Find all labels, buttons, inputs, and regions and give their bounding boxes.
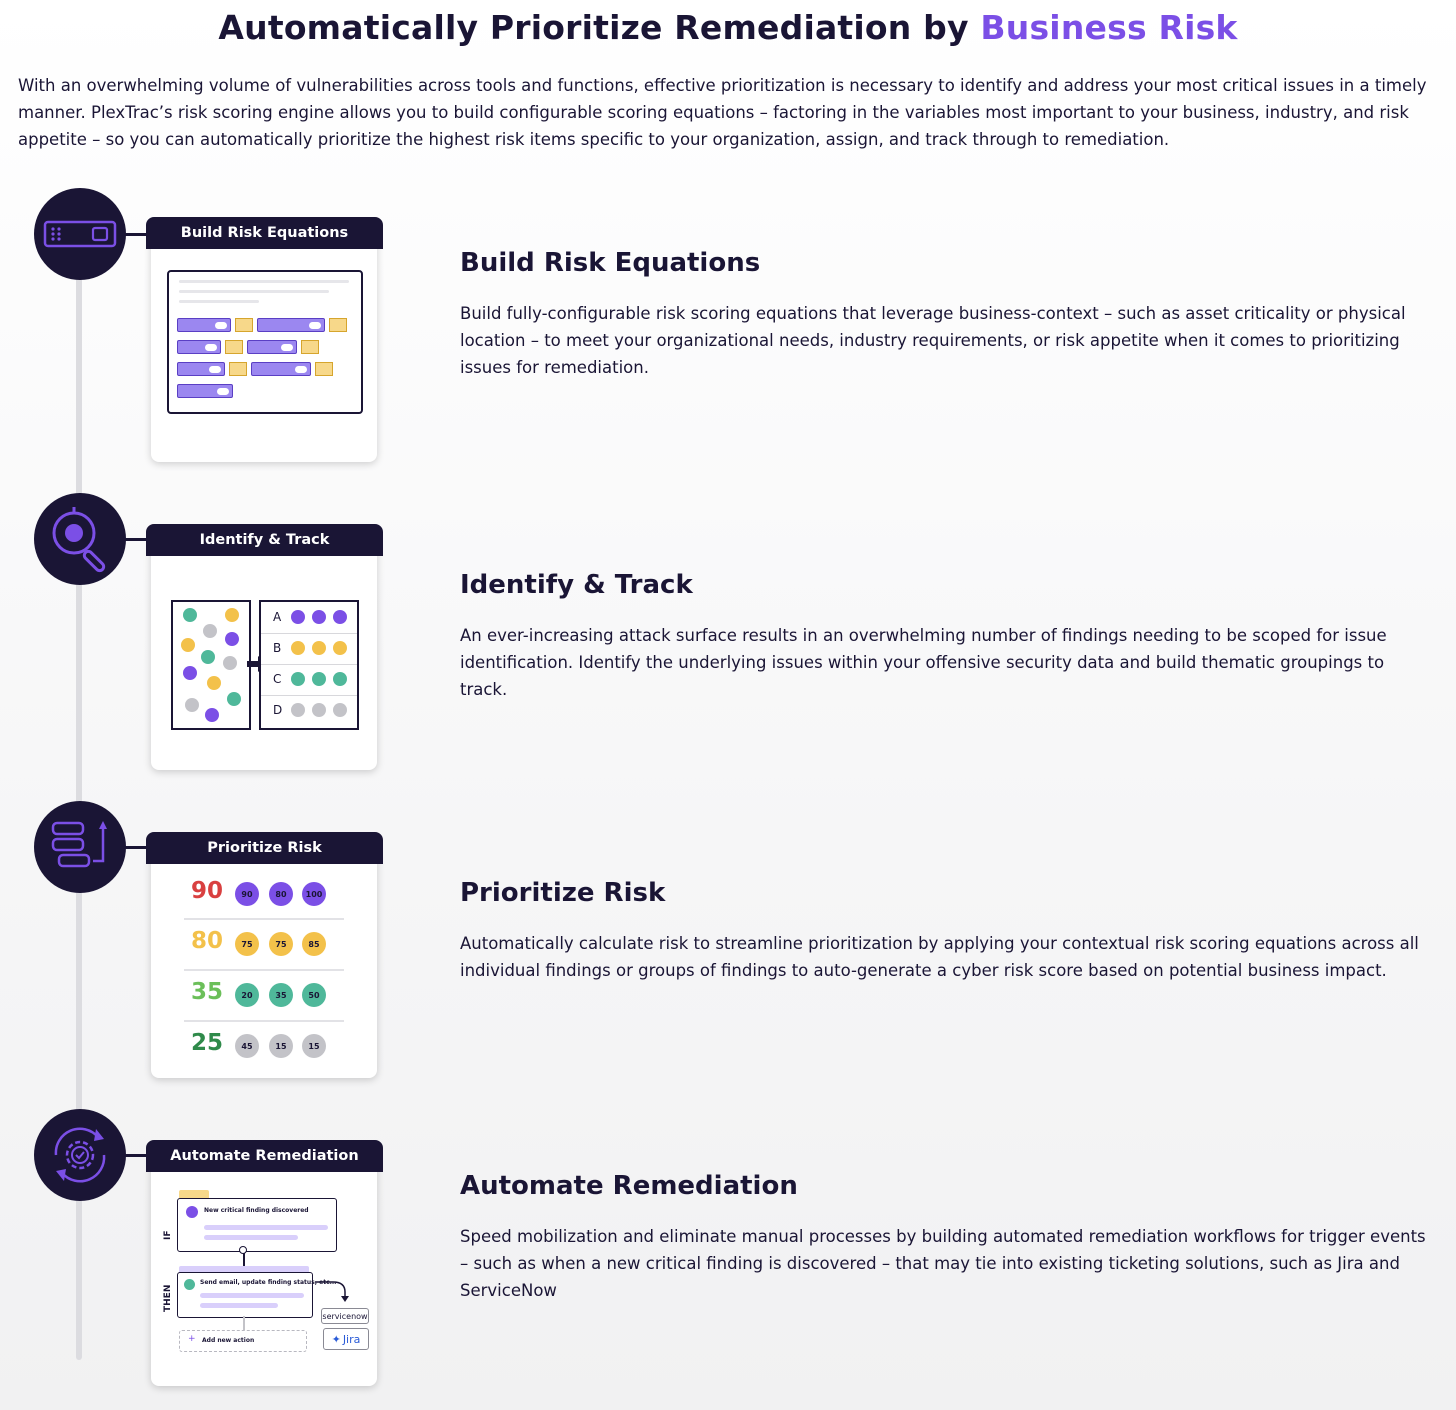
group-label: B	[273, 641, 282, 655]
finding-score: 35	[269, 983, 293, 1007]
risk-score: 25	[191, 1030, 224, 1056]
grouped-findings	[259, 600, 359, 730]
finding-score: 90	[235, 882, 259, 906]
servicenow-logo: servicenow	[321, 1308, 369, 1324]
finding-score: 20	[235, 983, 259, 1007]
ungrouped-findings	[171, 600, 251, 730]
step-title: Prioritize Risk	[460, 878, 666, 908]
finding-score: 15	[302, 1034, 326, 1058]
finding-score: 85	[302, 932, 326, 956]
risk-row	[181, 920, 345, 970]
step-connector	[124, 538, 148, 541]
trigger-text: New critical finding discovered	[204, 1207, 309, 1214]
jira-logo	[323, 1328, 369, 1350]
risk-score: 90	[191, 878, 224, 904]
step-description: Build fully-configurable risk scoring equations that leverage business-context – such as asset criticality or physical location – to meet your organizational needs, industry requirements, or risk appetite when it comes to prioritizing issues for remediation.	[460, 304, 1406, 377]
risk-score: 35	[191, 979, 224, 1005]
card-label: Prioritize Risk	[146, 832, 383, 864]
equation-builder-preview	[167, 270, 363, 414]
finding-score: 75	[235, 932, 259, 956]
finding-score: 75	[269, 932, 293, 956]
group-label: C	[273, 672, 282, 686]
title-accent: Business Risk	[980, 8, 1238, 47]
step-description: Speed mobilization and eliminate manual processes by building automated remediation workflows for trigger events – such as when a new critical finding is discovered – that may tie into existing ticketing solutions, such as Jira and ServiceNow	[460, 1227, 1426, 1300]
trigger-box	[177, 1198, 337, 1252]
automate-remediation-card	[151, 1154, 377, 1386]
jira-label: Jira	[342, 1332, 361, 1346]
arrow-curve-icon	[315, 1278, 351, 1304]
action-box	[177, 1272, 337, 1318]
page-title	[0, 8, 1456, 47]
risk-row	[181, 1022, 345, 1072]
step-description: Automatically calculate risk to streamline prioritization by applying your contextual risk scoring equations across all individual findings or groups of findings to auto-generate a cyber risk score based on potential business impact.	[460, 934, 1419, 980]
step-automate-remediation	[0, 1109, 1456, 1409]
step-description: An ever-increasing attack surface results in an overwhelming number of findings needing to be scoped for issue identification. Identify the underlying issues within your offensive security data and build thematic groupings to track.	[460, 626, 1387, 699]
step-title: Automate Remediation	[460, 1171, 798, 1201]
finding-score: 45	[235, 1034, 259, 1058]
add-action-button[interactable]	[179, 1330, 307, 1352]
group-label: D	[273, 703, 283, 717]
action-text: Send email, update finding status, etc...	[200, 1279, 337, 1286]
if-label: IF	[163, 1230, 173, 1240]
risk-row	[181, 971, 345, 1021]
title-main: Automatically Prioritize Remediation by	[218, 8, 969, 47]
gear-check-icon	[34, 1109, 126, 1201]
intro-paragraph: With an overwhelming volume of vulnerabilities across tools and functions, effective prioritization is necessary to identify and address your most critical issues in a timely manner. PlexTrac’s risk scoring engine allows you to build configurable scoring equations – factoring in the variables most important to your business, industry, and risk appetite – so you can automatically prioritize the highest risk items specific to your organization, assign, and track through to remediation.	[18, 76, 1427, 149]
finding-score: 100	[302, 882, 326, 906]
server-icon	[34, 188, 126, 280]
step-title: Identify & Track	[460, 570, 693, 600]
finding-score: 15	[269, 1034, 293, 1058]
card-label: Identify & Track	[146, 524, 383, 556]
priority-stack-icon	[34, 801, 126, 893]
risk-row	[181, 870, 345, 920]
then-label: THEN	[163, 1284, 173, 1312]
step-connector	[124, 233, 148, 236]
step-build-risk-equations	[0, 186, 1456, 486]
step-identify-track	[0, 493, 1456, 793]
step-connector	[124, 1154, 148, 1157]
identify-track-card	[151, 538, 377, 770]
card-label: Automate Remediation	[146, 1140, 383, 1172]
group-label: A	[273, 610, 282, 624]
risk-score: 80	[191, 928, 224, 954]
jira-icon: ✦	[331, 1332, 341, 1346]
finding-score: 80	[269, 882, 293, 906]
add-action-label: Add new action	[202, 1337, 255, 1344]
build-risk-card	[151, 232, 377, 462]
prioritize-risk-card	[151, 846, 377, 1078]
step-title: Build Risk Equations	[460, 248, 761, 278]
plus-icon: +	[188, 1334, 196, 1344]
step-prioritize-risk	[0, 801, 1456, 1101]
magnifier-icon	[34, 493, 126, 585]
step-connector	[124, 846, 148, 849]
card-label: Build Risk Equations	[146, 217, 383, 249]
finding-score: 50	[302, 983, 326, 1007]
